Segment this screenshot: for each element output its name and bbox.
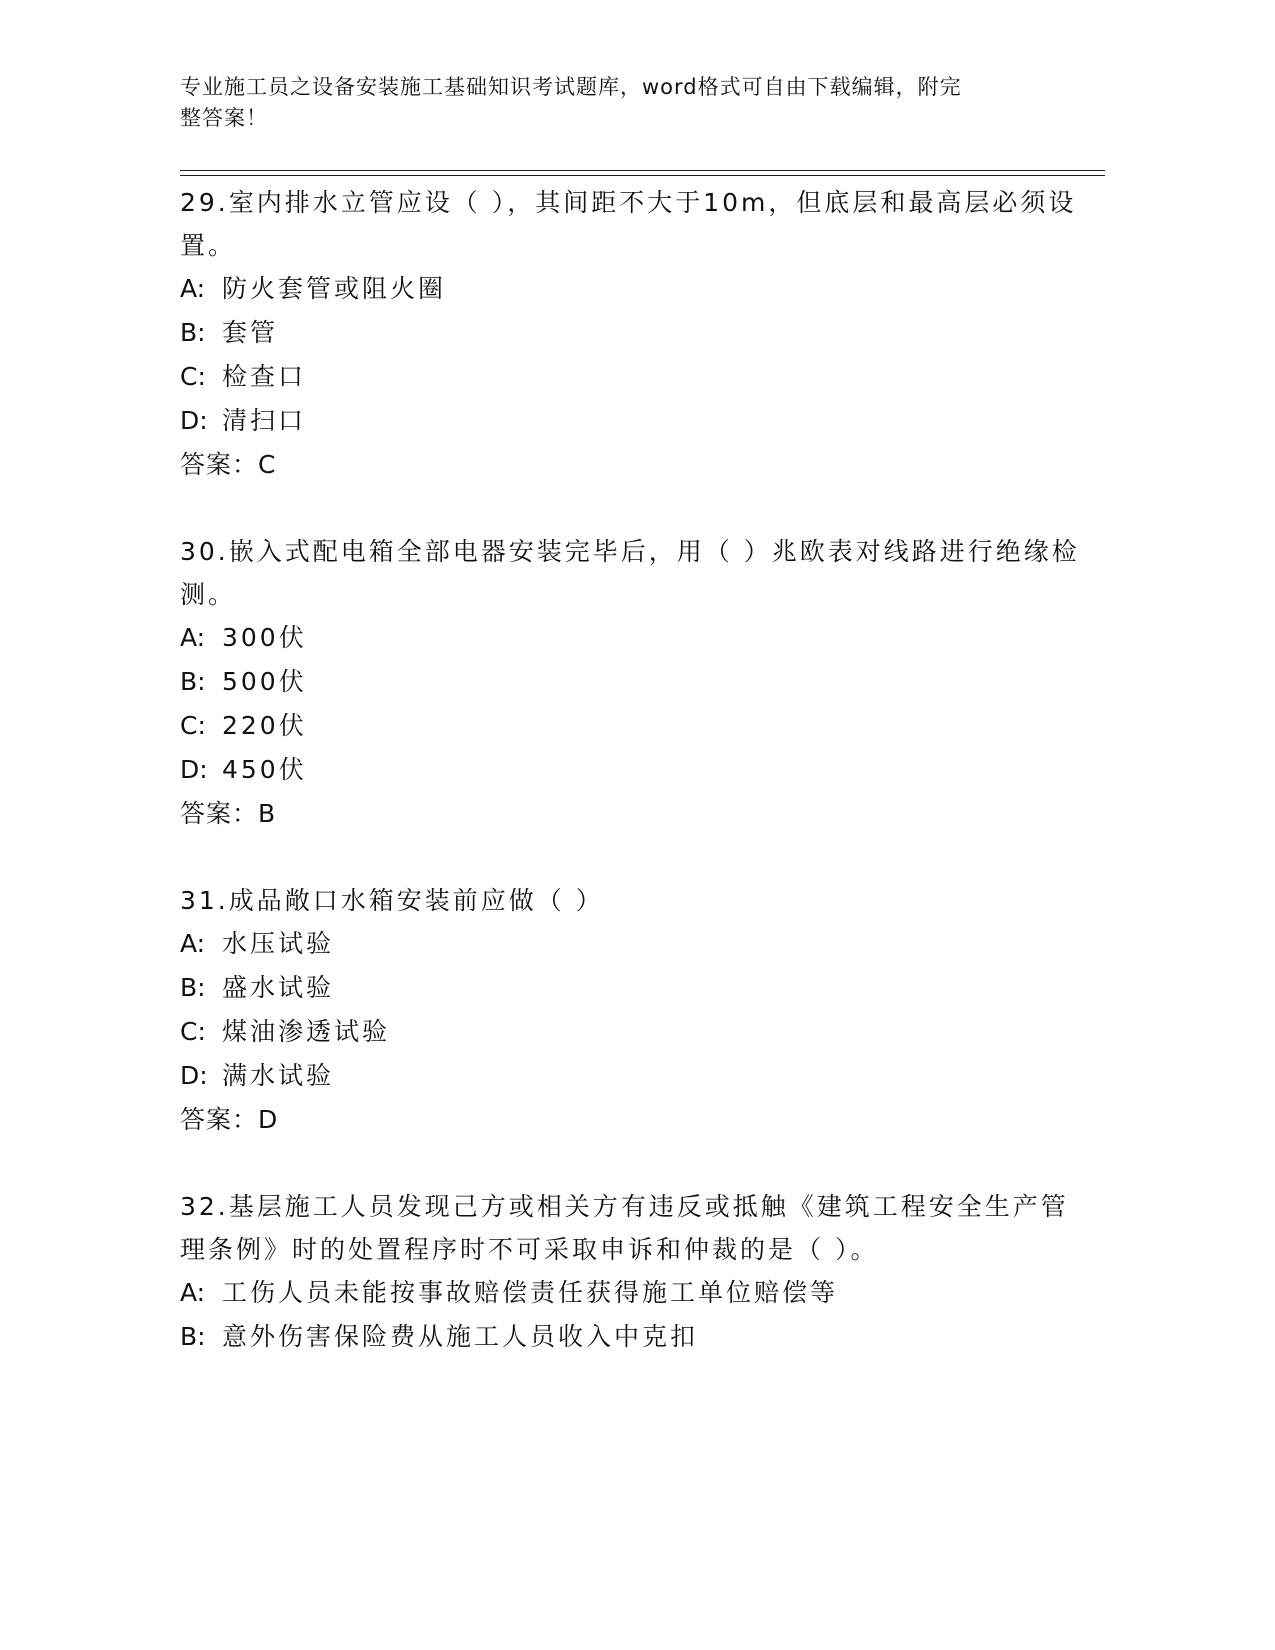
option-letter: D: bbox=[180, 1061, 208, 1090]
option-letter: B: bbox=[180, 1322, 206, 1351]
document-header bbox=[180, 72, 1040, 134]
option-text: 套管 bbox=[222, 318, 279, 347]
option-text: 500伏 bbox=[222, 667, 307, 696]
option-text: 满水试验 bbox=[222, 1061, 335, 1090]
option-letter: B: bbox=[180, 667, 206, 696]
option-text: 盛水试验 bbox=[222, 973, 335, 1002]
question-list bbox=[180, 181, 1080, 1402]
option-a bbox=[180, 1271, 1080, 1315]
header-title-line1: 专业施工员之设备安装施工基础知识考试题库，word格式可自由下载编辑，附完 bbox=[180, 75, 962, 99]
header-divider-bottom bbox=[180, 175, 1105, 176]
option-b bbox=[180, 660, 1080, 704]
option-letter: B: bbox=[180, 973, 206, 1002]
question-stem: 32.基层施工人员发现己方或相关方有违反或抵触《建筑工程安全生产管理条例》时的处置程序时不可采取申诉和仲裁的是（ ）。 bbox=[180, 1192, 1069, 1264]
option-a bbox=[180, 267, 1080, 311]
question-29 bbox=[180, 181, 1080, 487]
option-letter: C: bbox=[180, 1017, 206, 1046]
option-letter: A: bbox=[180, 929, 206, 958]
option-a bbox=[180, 616, 1080, 660]
header-title-line2: 整答案！ bbox=[180, 106, 268, 130]
option-letter: A: bbox=[180, 274, 206, 303]
question-30 bbox=[180, 530, 1080, 836]
question-stem: 30.嵌入式配电箱全部电器安装完毕后，用（ ）兆欧表对线路进行绝缘检测。 bbox=[180, 537, 1080, 609]
question-32 bbox=[180, 1185, 1080, 1359]
option-b bbox=[180, 1315, 1080, 1359]
option-text: 清扫口 bbox=[222, 406, 307, 435]
option-letter: C: bbox=[180, 362, 206, 391]
option-text: 220伏 bbox=[222, 711, 307, 740]
option-text: 450伏 bbox=[222, 755, 307, 784]
option-text: 300伏 bbox=[222, 623, 307, 652]
option-letter: A: bbox=[180, 1278, 206, 1307]
answer-line: 答案：B bbox=[180, 799, 277, 828]
option-letter: D: bbox=[180, 755, 208, 784]
option-d bbox=[180, 399, 1080, 443]
option-d bbox=[180, 748, 1080, 792]
option-d bbox=[180, 1054, 1080, 1098]
option-letter: D: bbox=[180, 406, 208, 435]
question-31 bbox=[180, 879, 1080, 1142]
option-text: 水压试验 bbox=[222, 929, 335, 958]
answer-line: 答案：D bbox=[180, 1105, 279, 1134]
question-stem: 31.成品敞口水箱安装前应做（ ） bbox=[180, 886, 604, 915]
option-c bbox=[180, 704, 1080, 748]
option-b bbox=[180, 311, 1080, 355]
option-text: 防火套管或阻火圈 bbox=[222, 274, 447, 303]
option-text: 工伤人员未能按事故赔偿责任获得施工单位赔偿等 bbox=[222, 1278, 839, 1307]
header-divider-top bbox=[180, 170, 1105, 171]
option-letter: B: bbox=[180, 318, 206, 347]
option-c bbox=[180, 1010, 1080, 1054]
answer-line: 答案：C bbox=[180, 450, 277, 479]
option-a bbox=[180, 922, 1080, 966]
option-text: 检查口 bbox=[222, 362, 307, 391]
option-c bbox=[180, 355, 1080, 399]
option-b bbox=[180, 966, 1080, 1010]
option-letter: A: bbox=[180, 623, 206, 652]
option-text: 煤油渗透试验 bbox=[222, 1017, 391, 1046]
option-letter: C: bbox=[180, 711, 206, 740]
question-stem: 29.室内排水立管应设（ ），其间距不大于10m，但底层和最高层必须设置。 bbox=[180, 188, 1077, 260]
option-text: 意外伤害保险费从施工人员收入中克扣 bbox=[222, 1322, 699, 1351]
